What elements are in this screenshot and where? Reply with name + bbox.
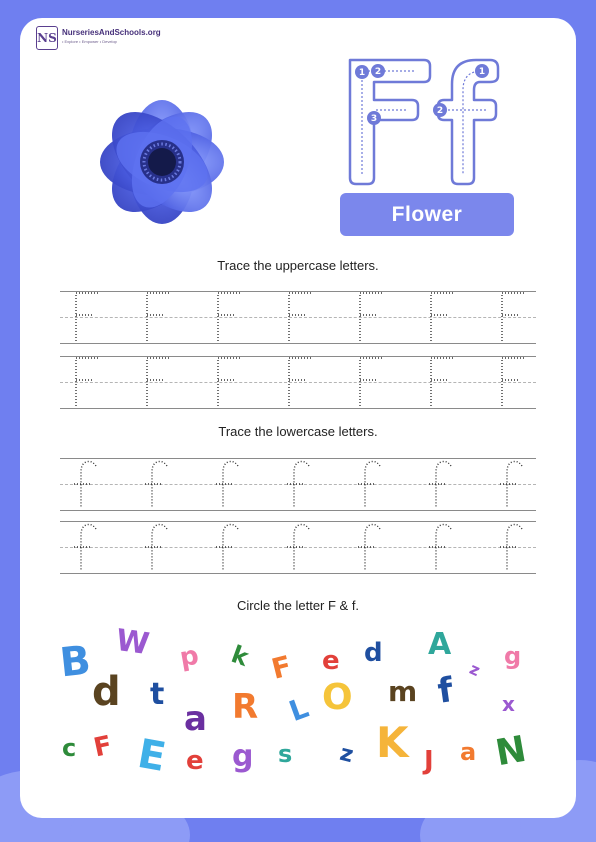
- scatter-letter-z[interactable]: z: [337, 740, 356, 769]
- svg-text:3: 3: [370, 114, 378, 124]
- trace-letter[interactable]: [283, 458, 317, 510]
- trace-letter[interactable]: [141, 521, 175, 573]
- scatter-letter-x[interactable]: x: [502, 692, 515, 716]
- flower-image: [76, 80, 248, 242]
- svg-text:2: 2: [374, 67, 382, 77]
- scatter-letter-N[interactable]: N: [492, 728, 530, 775]
- trace-letter[interactable]: [141, 356, 175, 408]
- scatter-letter-t[interactable]: t: [150, 677, 165, 712]
- trace-letter[interactable]: [425, 356, 459, 408]
- instruction-lowercase: Trace the lowercase letters.: [218, 424, 378, 439]
- brand-logo[interactable]: [36, 26, 166, 50]
- scatter-letter-K[interactable]: K: [376, 718, 409, 767]
- scatter-letter-z[interactable]: z: [466, 658, 483, 681]
- trace-letter[interactable]: [425, 458, 459, 510]
- trace-letter[interactable]: [425, 291, 459, 343]
- trace-letter[interactable]: [212, 521, 246, 573]
- tracing-guide-row: [60, 356, 536, 408]
- trace-letter[interactable]: [354, 356, 388, 408]
- trace-letter[interactable]: [141, 291, 175, 343]
- trace-letter[interactable]: [354, 521, 388, 573]
- tracing-guide-row: [60, 291, 536, 343]
- scatter-letter-e[interactable]: e: [186, 746, 204, 776]
- trace-letter[interactable]: [496, 521, 530, 573]
- scatter-letter-d[interactable]: d: [92, 669, 121, 715]
- scatter-letter-O[interactable]: O: [322, 677, 353, 718]
- scatter-letter-k[interactable]: k: [227, 640, 253, 672]
- trace-letter[interactable]: [212, 356, 246, 408]
- svg-text:1: 1: [478, 67, 486, 77]
- trace-letter[interactable]: [70, 521, 104, 573]
- letter-ff-tracing-guide: [340, 56, 516, 186]
- scatter-letter-B[interactable]: B: [57, 637, 93, 687]
- scatter-letter-d[interactable]: d: [364, 638, 383, 668]
- scatter-letter-F[interactable]: F: [268, 649, 295, 686]
- trace-letter[interactable]: [283, 356, 317, 408]
- instruction-circle: Circle the letter F & f.: [236, 598, 360, 613]
- trace-letter[interactable]: [354, 458, 388, 510]
- guide-line: [60, 343, 536, 344]
- scatter-letter-a[interactable]: a: [460, 738, 477, 766]
- trace-letter[interactable]: [212, 291, 246, 343]
- logo-mark: NS: [36, 26, 58, 50]
- trace-letter[interactable]: [496, 291, 530, 343]
- scatter-letter-R[interactable]: R: [232, 687, 259, 727]
- scatter-letter-A[interactable]: A: [428, 627, 452, 662]
- scatter-letter-g[interactable]: g: [232, 739, 254, 774]
- trace-letter[interactable]: [496, 458, 530, 510]
- guide-line: [60, 573, 536, 574]
- trace-letter[interactable]: [70, 458, 104, 510]
- trace-letter[interactable]: [70, 291, 104, 343]
- scatter-letter-a[interactable]: a: [184, 699, 207, 739]
- scatter-letter-f[interactable]: f: [435, 670, 456, 712]
- trace-letter[interactable]: [496, 356, 530, 408]
- svg-text:1: 1: [358, 68, 366, 78]
- tracing-guide-row: [60, 521, 536, 573]
- logo-tagline: • Explore • Empower • Develop: [62, 39, 117, 44]
- scatter-letter-g[interactable]: g: [504, 642, 522, 670]
- tracing-guide-row: [60, 458, 536, 510]
- scatter-letter-W[interactable]: W: [113, 622, 152, 663]
- word-label: Flower: [340, 193, 514, 236]
- guide-line: [60, 408, 536, 409]
- scatter-letter-m[interactable]: m: [388, 675, 418, 708]
- trace-letter[interactable]: [212, 458, 246, 510]
- trace-letter[interactable]: [141, 458, 175, 510]
- trace-letter[interactable]: [70, 356, 104, 408]
- logo-title: NurseriesAndSchools.org: [62, 28, 161, 37]
- trace-letter[interactable]: [283, 521, 317, 573]
- instruction-uppercase: Trace the uppercase letters.: [217, 258, 379, 273]
- guide-line: [60, 510, 536, 511]
- scatter-letter-s[interactable]: s: [278, 740, 293, 768]
- scatter-letter-p[interactable]: p: [177, 640, 202, 674]
- scatter-letter-J[interactable]: J: [424, 746, 434, 776]
- trace-letter[interactable]: [425, 521, 459, 573]
- svg-text:2: 2: [436, 106, 444, 116]
- scatter-letter-F[interactable]: F: [91, 730, 115, 764]
- scatter-letter-E[interactable]: E: [134, 730, 170, 782]
- scatter-letter-e[interactable]: e: [322, 646, 340, 676]
- scatter-letter-L[interactable]: L: [284, 690, 313, 729]
- scatter-letter-c[interactable]: c: [62, 734, 77, 762]
- trace-letter[interactable]: [283, 291, 317, 343]
- trace-letter[interactable]: [354, 291, 388, 343]
